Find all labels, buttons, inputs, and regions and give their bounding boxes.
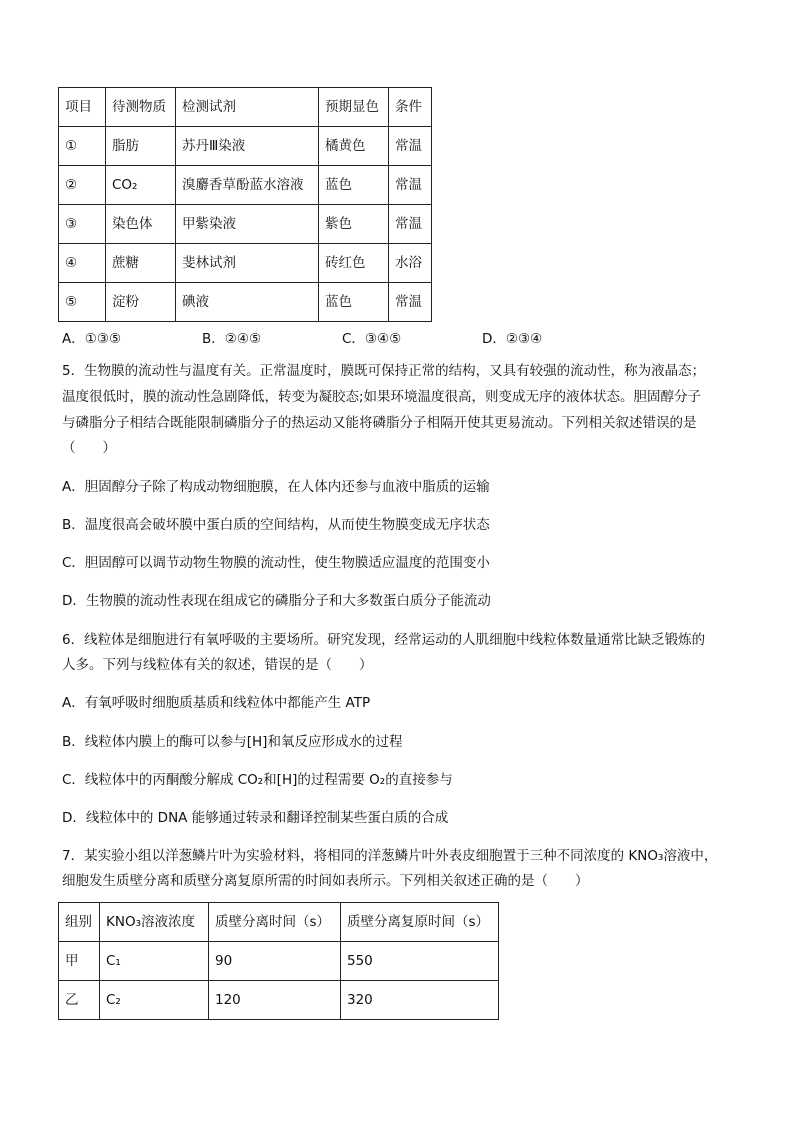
q5-stem-line: （ ） [62,440,116,456]
table-cell: C₂ [100,981,209,1020]
table-cell: 淀粉 [106,283,176,322]
table-cell: 水浴 [389,244,432,283]
table-header-cell: 组别 [59,903,100,942]
table-header-cell: 项目 [59,88,106,127]
q6-option-a: A．有氧呼吸时细胞质基质和线粒体中都能产生 ATP [62,695,371,711]
table-cell: 120 [209,981,341,1020]
table-header-cell: 检测试剂 [176,88,319,127]
table-cell: ① [59,127,106,166]
table-header-cell: 预期显色 [319,88,389,127]
table-cell: 脂肪 [106,127,176,166]
table-row [59,244,432,283]
table-cell: 橘黄色 [319,127,389,166]
table-cell: 乙 [59,981,100,1020]
table-header-cell: 质壁分离时间（s） [209,903,341,942]
table-cell: 常温 [389,205,432,244]
table-cell: 550 [341,942,499,981]
q6-stem-line: 6．线粒体是细胞进行有氧呼吸的主要场所。研究发现，经常运动的人肌细胞中线粒体数量通常比缺乏锻炼的 [62,632,706,648]
table-row [59,166,432,205]
table-cell: 常温 [389,166,432,205]
q6-option-d: D．线粒体中的 DNA 能够通过转录和翻译控制某些蛋白质的合成 [62,810,449,826]
table-cell: ⑤ [59,283,106,322]
table-row [59,127,432,166]
table-row [59,981,499,1020]
table-cell: 斐林试剂 [176,244,319,283]
q4-option-a: A．①③⑤ [62,331,122,347]
q7-stem-line: 细胞发生质壁分离和质壁分离复原所需的时间如表所示。下列相关叙述正确的是（ ） [62,873,589,889]
table-cell: 常温 [389,283,432,322]
table-row [59,942,499,981]
table-cell: CO₂ [106,166,176,205]
table-cell: 320 [341,981,499,1020]
table-cell: 甲 [59,942,100,981]
table-cell: C₁ [100,942,209,981]
table-cell: ② [59,166,106,205]
table-cell: ③ [59,205,106,244]
table-header-cell: 待测物质 [106,88,176,127]
table-header-cell: 质壁分离复原时间（s） [341,903,499,942]
table-header-row [59,88,432,127]
table-cell: 蓝色 [319,166,389,205]
q4-option-d: D．②③④ [482,331,543,347]
reagent-table [58,87,432,322]
q7-stem-line: 7．某实验小组以洋葱鳞片叶为实验材料，将相同的洋葱鳞片叶外表皮细胞置于三种不同浓度的 KNO₃溶液中， [62,848,718,864]
plasmolysis-table [58,902,499,1020]
q4-options [62,327,582,347]
table-header-cell: 条件 [389,88,432,127]
table-cell: 紫色 [319,205,389,244]
table-cell: 溴麝香草酚蓝水溶液 [176,166,319,205]
table-cell: 染色体 [106,205,176,244]
table-cell: 90 [209,942,341,981]
table-header-row [59,903,499,942]
q5-stem-line: 与磷脂分子相结合既能限制磷脂分子的热运动又能将磷脂分子相隔开使其更易流动。下列相关叙述错误的是 [62,415,697,431]
table-row [59,205,432,244]
q5-option-b: B．温度很高会破坏膜中蛋白质的空间结构，从而使生物膜变成无序状态 [62,517,490,533]
q5-stem-line: 5．生物膜的流动性与温度有关。正常温度时，膜既可保持正常的结构，又具有较强的流动性，称为液晶态； [62,363,706,379]
q5-stem-line: 温度很低时，膜的流动性急剧降低，转变为凝胶态;如果环境温度很高，则变成无序的液体状态。胆固醇分子 [62,389,702,405]
q6-option-c: C．线粒体中的丙酮酸分解成 CO₂和[H]的过程需要 O₂的直接参与 [62,772,453,788]
table-cell: 常温 [389,127,432,166]
q6-option-b: B．线粒体内膜上的酶可以参与[H]和氧反应形成水的过程 [62,734,403,750]
q4-option-b: B．②④⑤ [202,331,262,347]
q6-stem-line: 人多。下列与线粒体有关的叙述，错误的是（ ） [62,657,373,673]
table-cell: 甲紫染液 [176,205,319,244]
q5-option-a: A．胆固醇分子除了构成动物细胞膜，在人体内还参与血液中脂质的运输 [62,479,490,495]
table-row [59,283,432,322]
q4-option-c: C．③④⑤ [342,331,402,347]
q5-option-d: D．生物膜的流动性表现在组成它的磷脂分子和大多数蛋白质分子能流动 [62,593,491,609]
table-cell: 蓝色 [319,283,389,322]
q5-option-c: C．胆固醇可以调节动物生物膜的流动性，使生物膜适应温度的范围变小 [62,555,490,571]
table-cell: ④ [59,244,106,283]
table-header-cell: KNO₃溶液浓度 [100,903,209,942]
table-cell: 碘液 [176,283,319,322]
table-cell: 苏丹Ⅲ染液 [176,127,319,166]
table-cell: 砖红色 [319,244,389,283]
table-cell: 蔗糖 [106,244,176,283]
